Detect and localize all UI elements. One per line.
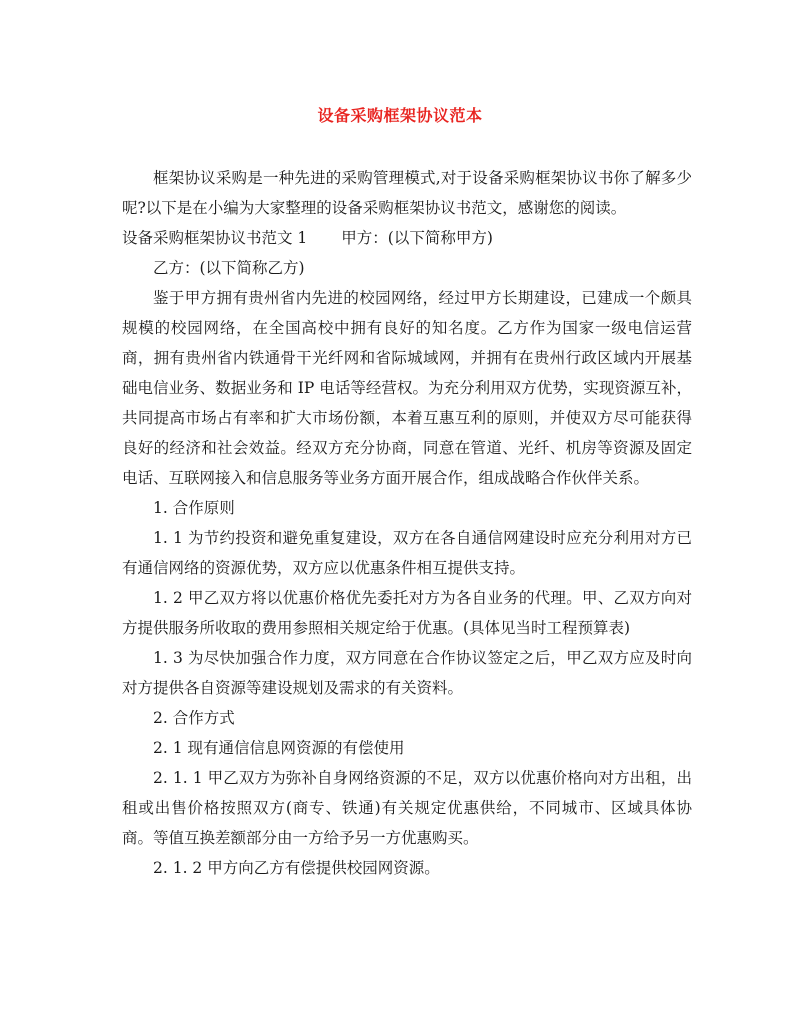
- document-body: [122, 163, 692, 883]
- clause-1-1: 1. 1 为节约投资和避免重复建设，双方在各自通信网建设时应充分利用对方已有通信网络的资源优势，双方应以优惠条件相互提供支持。: [122, 529, 692, 577]
- document-title: 设备采购框架协议范本: [317, 106, 483, 125]
- clause-1-2: 1. 2 甲乙双方将以优惠价格优先委托对方为各自业务的代理。甲、乙双方向对方提供服务所收取的费用参照相关规定给于优惠。(具体见当时工程预算表): [122, 589, 692, 637]
- party-b-line: 乙方：(以下简称乙方): [153, 259, 305, 277]
- section-2-heading: 2. 合作方式: [153, 709, 235, 727]
- sample-heading-line: [122, 223, 692, 253]
- clause-1-3: 1. 3 为尽快加强合作力度，双方同意在合作协议签定之后，甲乙双方应及时向对方提供各自资源等建设规划及需求的有关资料。: [122, 649, 692, 697]
- party-a-line: 甲方：(以下简称甲方): [341, 229, 493, 247]
- section-1-heading: 1. 合作原则: [153, 499, 235, 517]
- sample-heading: 设备采购框架协议书范文 1: [122, 229, 308, 247]
- intro-paragraph: 框架协议采购是一种先进的采购管理模式,对于设备采购框架协议书你了解多少呢?以下是在小编为大家整理的设备采购框架协议书范文，感谢您的阅读。: [122, 169, 692, 217]
- clause-2-1-1: 2. 1. 1 甲乙双方为弥补自身网络资源的不足，双方以优惠价格向对方出租，出租或出售价格按照双方(商专、铁通)有关规定优惠供给，不同城市、区域具体协商。等值互换差额部分由一方给予另一方优惠购买。: [122, 769, 692, 847]
- clause-2-1-2: 2. 1. 2 甲方向乙方有偿提供校园网资源。: [153, 859, 440, 877]
- preamble-paragraph: 鉴于甲方拥有贵州省内先进的校园网络，经过甲方长期建设，已建成一个颇具规模的校园网络，在全国高校中拥有良好的知名度。乙方作为国家一级电信运营商，拥有贵州省内铁通骨干光纤网和省际城域网，并拥有在贵州行政区域内开展基础电信业务、数据业务和 IP 电话等经营权。为充分利用双方优势，实现资源互补，共同提高市场占有率和扩大市场份额，本着互惠互利的原则，并使双方尽可能获得良好的经济和社会效益。经双方充分协商，同意在管道、光纤、机房等资源及固定电话、互联网接入和信息服务等业务方面开展合作，组成战略合作伙伴关系。: [122, 289, 692, 487]
- clause-2-1: 2. 1 现有通信信息网资源的有偿使用: [153, 739, 405, 757]
